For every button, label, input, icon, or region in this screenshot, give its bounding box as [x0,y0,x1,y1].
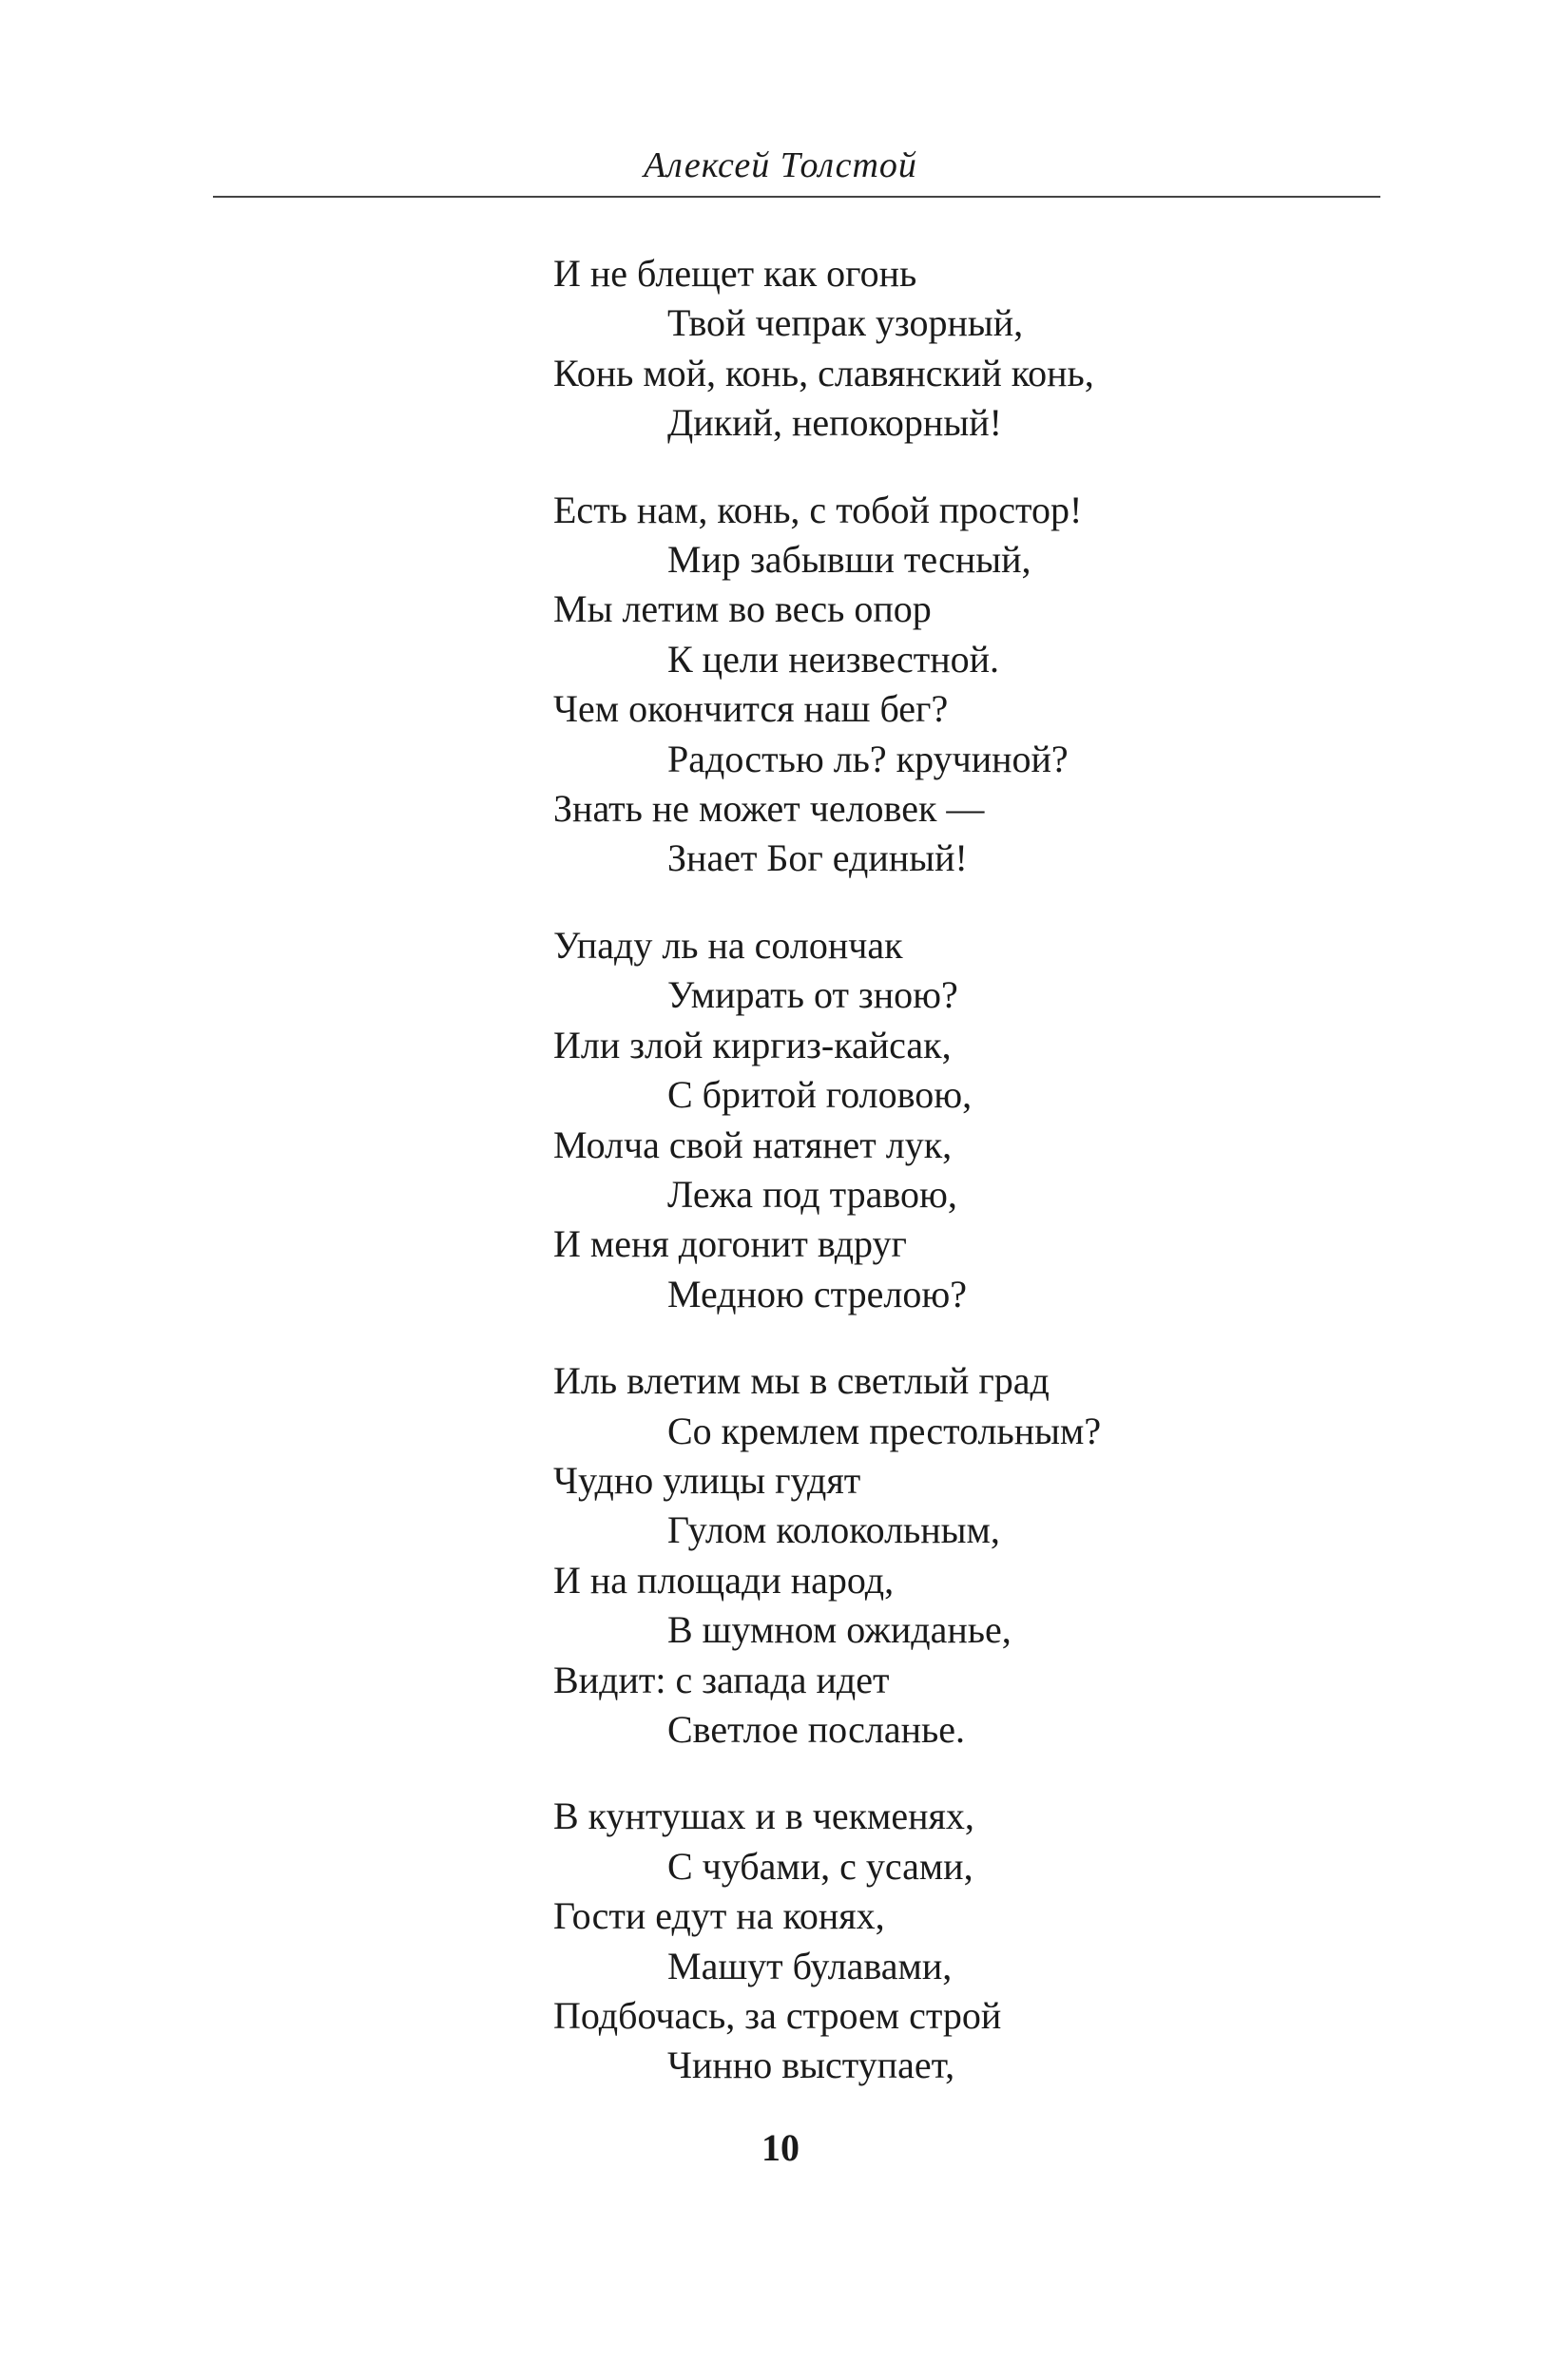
poem-line: Чинно выступает, [667,2044,955,2087]
poem [553,249,1409,2128]
poem-line: Молча свой натянет лук, [553,1123,953,1166]
poem-line: Медною стрелою? [667,1272,967,1315]
poem-line: Чудно улицы гудят [553,1458,861,1502]
poem-line: Лежа под травою, [667,1172,957,1216]
poem-line: С чубами, с усами, [667,1844,973,1888]
poem-line: Гулом колокольным, [667,1508,1000,1552]
poem-line: Дикий, непокорный! [667,401,1002,445]
stanza-1 [553,249,1409,449]
poem-line: Есть нам, конь, с тобой простор! [553,488,1083,531]
poem-line: Подбочась, за строем строй [553,1994,1002,2037]
poem-line: Чем окончится наш бег? [553,687,949,731]
stanza-3 [553,921,1409,1319]
poem-line: К цели неизвестной. [667,637,1000,681]
poem-line: И меня догонит вдруг [553,1222,907,1266]
running-header-author: Алексей Толстой [644,145,917,185]
stanza-2 [553,486,1409,884]
poem-line: Со кремлем престольным? [667,1409,1102,1452]
poem-line: Иль влетим мы в светлый град [553,1359,1050,1403]
page-number: 10 [761,2126,800,2169]
poem-line: Умирать от зною? [667,973,958,1017]
poem-line: Видит: с запада идет [553,1658,890,1701]
poem-line: Радостью ль? кручиной? [667,737,1069,780]
poem-line: Конь мой, конь, славянский конь, [553,351,1094,394]
header-rule [213,196,1380,198]
poem-line: Упаду ль на солончак [553,923,903,967]
poem-line: Машут булавами, [667,1944,953,1987]
poem-line: Мир забывши тесный, [667,538,1031,582]
poem-line: И не блещет как огонь [553,252,917,295]
poem-line: Светлое посланье. [667,1707,966,1751]
poem-line: И на площади народ, [553,1558,895,1602]
poem-line: Гости едут на конях, [553,1894,885,1938]
poem-line: Знать не может человек — [553,787,985,831]
stanza-4 [553,1356,1409,1755]
poem-line: Твой чепрак узорный, [667,301,1024,345]
poem-line: Знает Бог единый! [667,836,968,880]
stanza-5 [553,1792,1409,2090]
poem-line: В шумном ожиданье, [667,1608,1012,1652]
poem-line: С бритой головою, [667,1073,973,1117]
poem-line: В кунтушах и в чекменях, [553,1795,974,1838]
poem-line: Или злой киргиз-кайсак, [553,1023,952,1066]
poem-line: Мы летим во весь опор [553,587,932,631]
